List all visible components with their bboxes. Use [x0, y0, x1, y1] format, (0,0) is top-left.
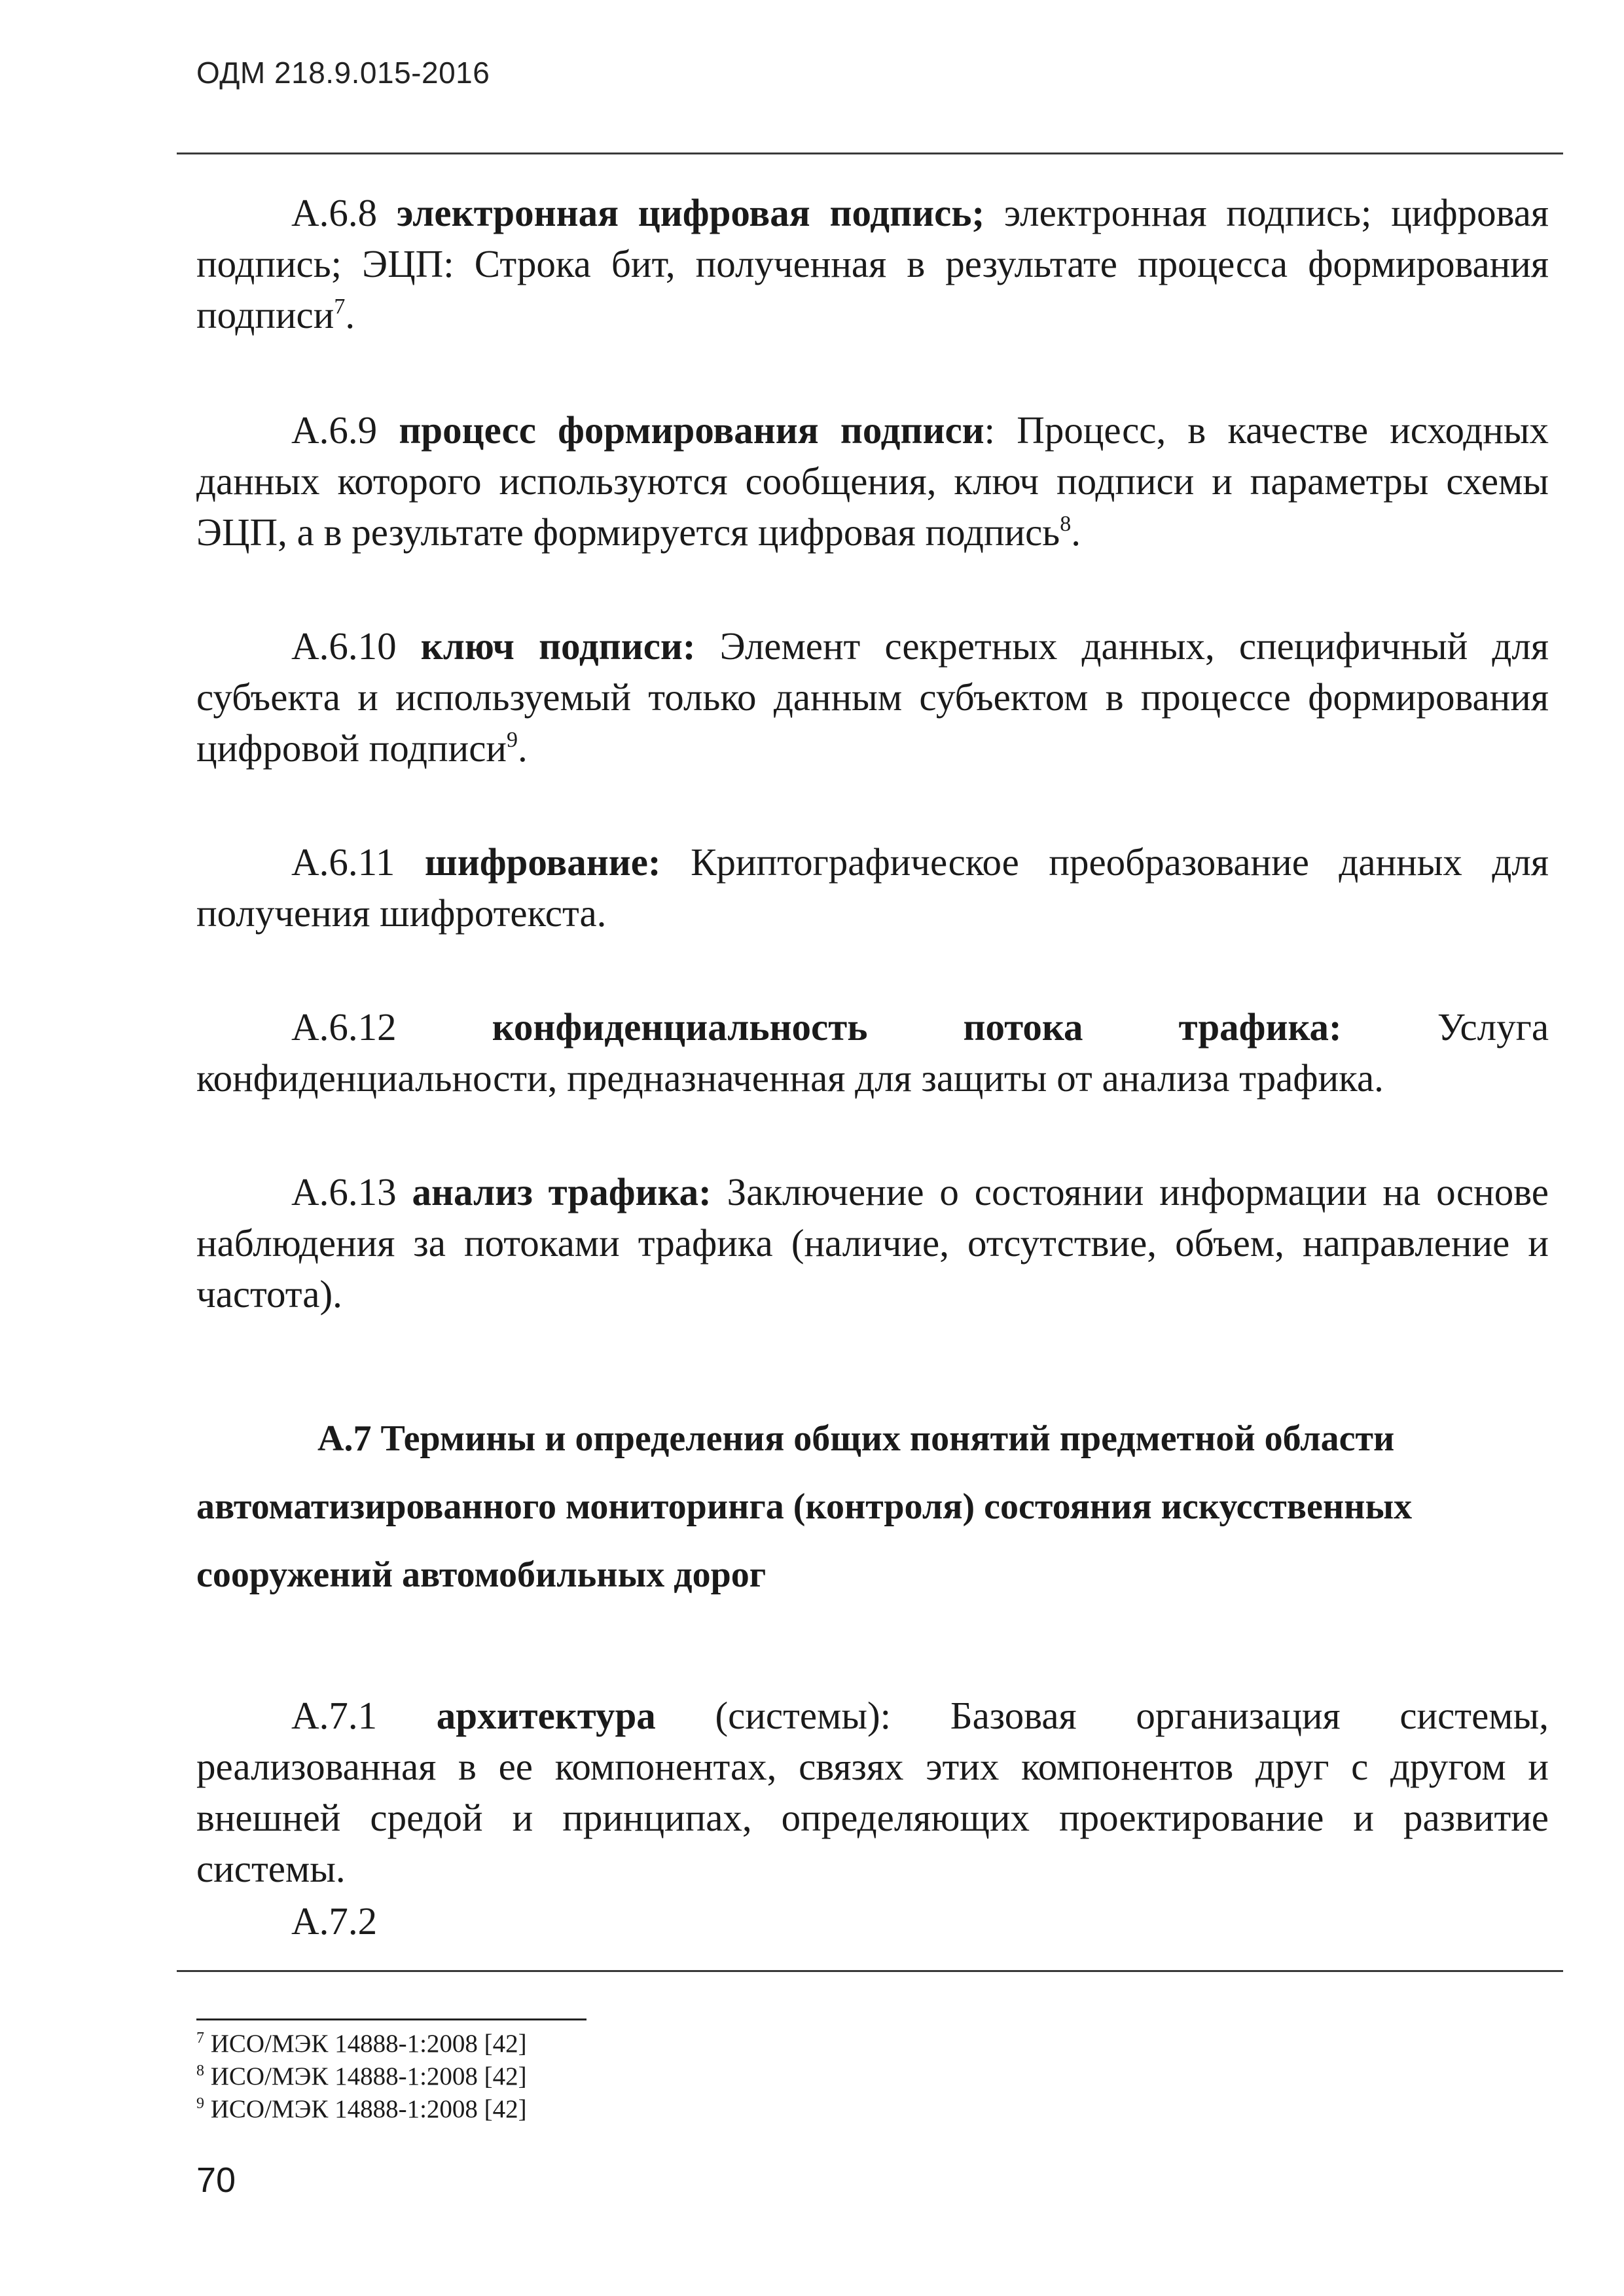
- paragraph-a-6-13: [196, 1166, 1549, 1319]
- footnotes: [196, 2028, 527, 2126]
- footnote: [196, 2060, 527, 2093]
- footnote-mark: 8: [196, 2062, 204, 2079]
- paragraph-a-6-12-line1: [196, 1001, 1549, 1052]
- paragraph-a-6-9: А.6.9 процесс формирования подписи: Процесс, в качестве исходных данных которого используются сообщения, ключ подписи и параметры схемы ЭЦП, а в результате формируется цифровая подпись$^8$.: [196, 408, 1549, 554]
- term: анализ трафика:: [412, 1170, 712, 1213]
- footnote-ref: 8: [1060, 512, 1072, 536]
- footnote-text: ИСО/МЭК 14888-1:2008 [42]: [204, 2095, 527, 2123]
- definition: Элемент секретных данных, специфичный для субъекта и используемый только данным субъектом в процессе формирования цифровой подписи: [196, 624, 1549, 770]
- term: конфиденциальность потока трафика:: [492, 1005, 1342, 1049]
- footnote-mark: 9: [196, 2095, 204, 2112]
- section-heading: [196, 1405, 1549, 1609]
- section-heading-line3: сооружений автомобильных дорог: [196, 1554, 767, 1595]
- footnote: [196, 2028, 527, 2060]
- paragraph-a-6-8: А.6.8 электронная цифровая подпись; электронная подпись; цифровая подпись; ЭЦП: Строка бит, полученная в результате процесса формирования подписи$^7$.: [196, 191, 1549, 336]
- document-code: ОДМ 218.9.015-2016: [196, 56, 490, 90]
- definition-start: Услуга: [1437, 1005, 1549, 1049]
- clause-number: А.7.2: [291, 1899, 378, 1943]
- clause-number: А.6.10: [291, 624, 397, 668]
- term: архитектура: [436, 1694, 656, 1737]
- paragraph-a-7-1: [196, 1690, 1549, 1894]
- paragraph-a-6-10: А.6.10 ключ подписи: Элемент секретных данных, специфичный для субъекта и используемый только данным субъектом в процессе формирования цифровой подписи$^9$.: [196, 624, 1549, 770]
- footnote-text: ИСО/МЭК 14888-1:2008 [42]: [204, 2062, 527, 2090]
- term: процесс формирования подписи: [399, 408, 984, 452]
- page-number: 70: [196, 2161, 236, 2200]
- footnote-mark: 7: [196, 2030, 204, 2047]
- footnote: [196, 2093, 527, 2126]
- paragraph-a-7-2: [196, 1895, 1549, 1946]
- definition: Заключение о состоянии информации на основе наблюдения за потоками трафика (наличие, отсутствие, объем, направление и частота).: [196, 1170, 1549, 1316]
- section-heading-line2: автоматизированного мониторинга (контроля) состояния искусственных: [196, 1486, 1413, 1527]
- term: ключ подписи:: [420, 624, 696, 668]
- footnote-text: ИСО/МЭК 14888-1:2008 [42]: [204, 2030, 527, 2058]
- footnote-separator: [196, 2018, 586, 2020]
- section-heading-line1: А.7 Термины и определения общих понятий предметной области: [317, 1418, 1395, 1459]
- term: электронная цифровая подпись;: [396, 191, 985, 234]
- definition: электронная подпись; цифровая подпись; ЭЦП: Строка бит, полученная в результате процесса формирования подписи: [196, 191, 1549, 336]
- definition: Криптографическое преобразование данных для получения шифротекста.: [196, 840, 1549, 935]
- paragraph-a-6-12-line2: [196, 1052, 1549, 1103]
- clause-number: А.6.9: [291, 408, 378, 452]
- body-end-rule: [177, 1970, 1563, 1972]
- paragraph-a-6-11: [196, 836, 1549, 939]
- clause-number: А.6.13: [291, 1170, 397, 1213]
- definition-rest: конфиденциальности, предназначенная для защиты от анализа трафика.: [196, 1056, 1384, 1100]
- term: шифрование:: [424, 840, 661, 884]
- footnote-ref: 9: [506, 728, 518, 752]
- definition: (системы): Базовая организация системы, реализованная в ее компонентах, связях этих компонентов друг с другом и внешней средой и принципах, определяющих проектирование и развитие системы.: [196, 1694, 1549, 1890]
- definition: : Процесс, в качестве исходных данных которого используются сообщения, ключ подписи и параметры схемы ЭЦП, а в результате формируется цифровая подпись: [196, 408, 1549, 554]
- clause-number: А.7.1: [291, 1694, 378, 1737]
- clause-number: А.6.12: [291, 1005, 397, 1049]
- clause-number: А.6.8: [291, 191, 378, 234]
- clause-number: А.6.11: [291, 840, 395, 884]
- header-rule: [177, 152, 1563, 154]
- footnote-ref: 7: [334, 295, 346, 319]
